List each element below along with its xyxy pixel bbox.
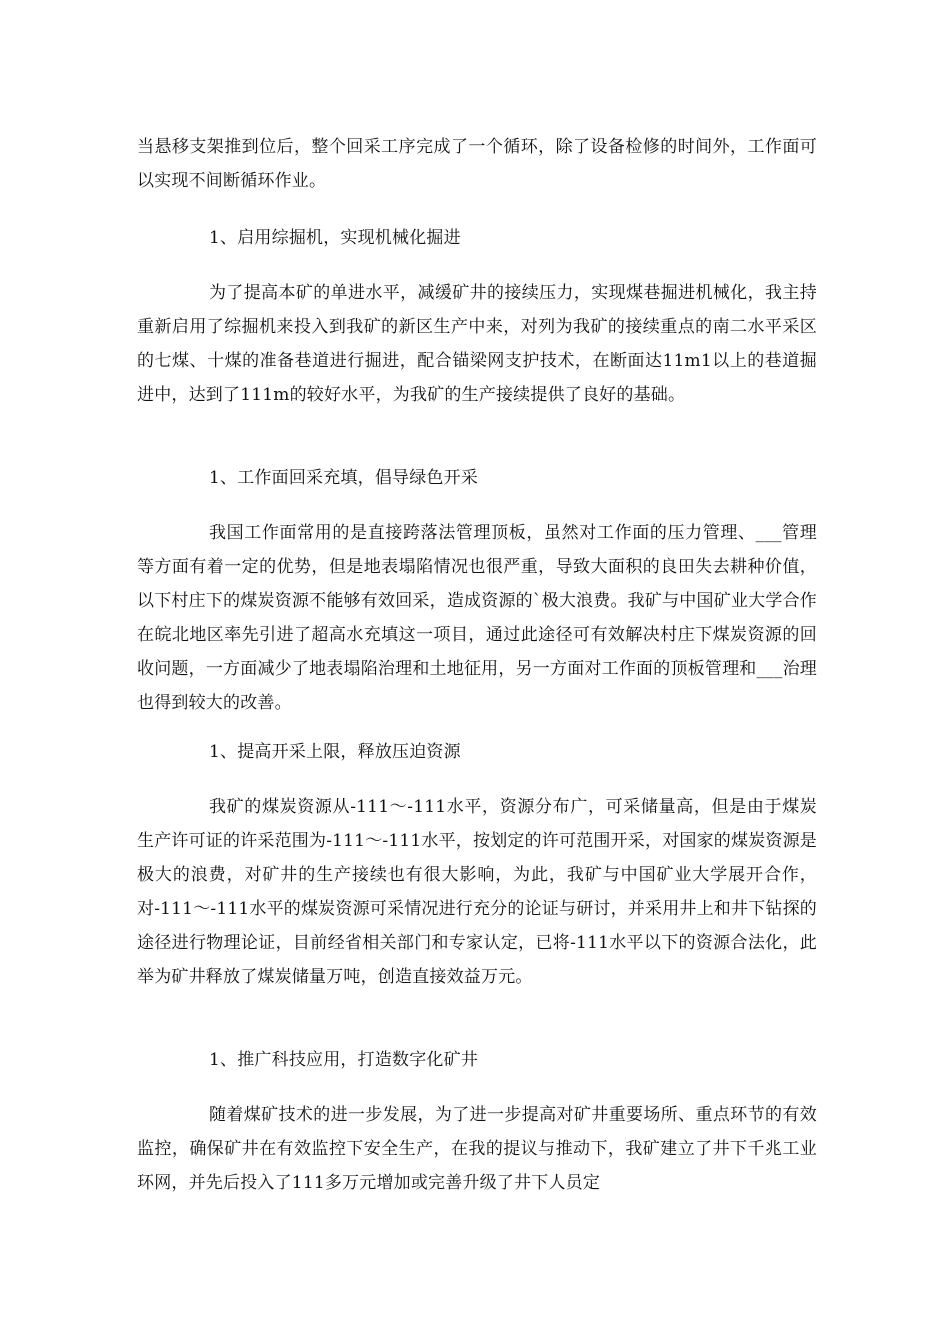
section-body-3: 我矿的煤炭资源从-111～-111水平，资源分布广，可采储量高，但是由于煤炭生产许可证的许采范围为-111～-111水平，按划定的许可范围开采，对国家的煤炭资源是极大的浪费，对矿井的生产接续也有很大影响，为此，我矿与中国矿业大学展开合作，对-111～-111水平的煤炭资源可采情况进行充分的论证与研讨，并采用井上和井下钻探的途径进行物理论证，目前经省相关部门和专家认定，已将-111水平以下的资源合法化，此举为矿井释放了煤炭储量万吨，创造直接效益万元。: [137, 797, 817, 987]
section-heading-4: 1、推广科技应用，打造数字化矿井: [209, 1050, 479, 1070]
section-body-4: 随着煤矿技术的进一步发展，为了进一步提高对矿井重要场所、重点环节的有效监控，确保矿井在有效监控下安全生产，在我的提议与推动下，我矿建立了井下千兆工业环网，并先后投入了111多万元增加或完善升级了井下人员定: [137, 1105, 817, 1193]
section-body-1: 为了提高本矿的单进水平，减缓矿井的接续压力，实现煤巷掘进机械化，我主持重新启用了综掘机来投入到我矿的新区生产中来，对列为我矿的接续重点的南二水平采区的七煤、十煤的准备巷道进行掘进，配合锚梁网支护技术，在断面达11m1以上的巷道掘进中，达到了111m的较好水平，为我矿的生产接续提供了良好的基础。: [137, 283, 817, 405]
intro-paragraph: 当悬移支架推到位后，整个回采工序完成了一个循环，除了设备检修的时间外，工作面可以实现不间断循环作业。: [137, 137, 817, 191]
section-heading-3: 1、提高开采上限，释放压迫资源: [209, 742, 461, 762]
section-body-2: 我国工作面常用的是直接跨落法管理顶板，虽然对工作面的压力管理、___管理等方面有着一定的优势，但是地表塌陷情况也很严重，导致大面积的良田失去耕种价值，以下村庄下的煤炭资源不能够有效回采，造成资源的`极大浪费。我矿与中国矿业大学合作在皖北地区率先引进了超高水充填这一项目，通过此途径可有效解决村庄下煤炭资源的回收问题，一方面减少了地表塌陷治理和土地征用，另一方面对工作面的顶板管理和___治理也得到较大的改善。: [137, 523, 817, 713]
section-heading-1: 1、启用综掘机，实现机械化掘进: [209, 228, 461, 248]
section-heading-2: 1、工作面回采充填，倡导绿色开采: [209, 468, 479, 488]
